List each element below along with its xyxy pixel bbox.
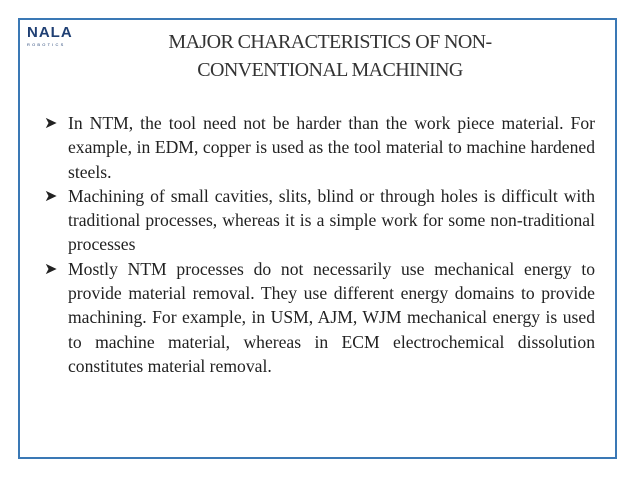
bullet-text: In NTM, the tool need not be harder than the work piece material. For example, in EDM, copper is used as the tool material to machine hardened steels. <box>68 113 595 182</box>
bullet-item <box>44 184 595 257</box>
bullet-text: Mostly NTM processes do not necessarily use mechanical energy to provide material removal. They use different energy domains to provide machining. For example, in USM, AJM, WJM mechanical energy is used to machine material, whereas in ECM electrochemical dissolution constitutes material removal. <box>68 258 595 376</box>
arrow-bullet-icon: ➤ <box>44 258 58 278</box>
bullet-item <box>44 257 595 378</box>
company-logo <box>27 25 87 51</box>
bullet-item <box>44 111 595 184</box>
slide-title: MAJOR CHARACTERISTICS OF NON-CONVENTIONAL MACHINING <box>168 31 492 81</box>
bullet-list <box>44 111 595 378</box>
logo-subtitle: ROBOTICS <box>27 42 66 47</box>
arrow-bullet-icon: ➤ <box>44 185 58 205</box>
logo-wordmark: NALA <box>27 24 73 41</box>
bullet-text: Machining of small cavities, slits, blind or through holes is difficult with traditional processes, whereas it is a simple work for some non-traditional processes <box>68 185 595 255</box>
arrow-bullet-icon: ➤ <box>44 113 58 132</box>
